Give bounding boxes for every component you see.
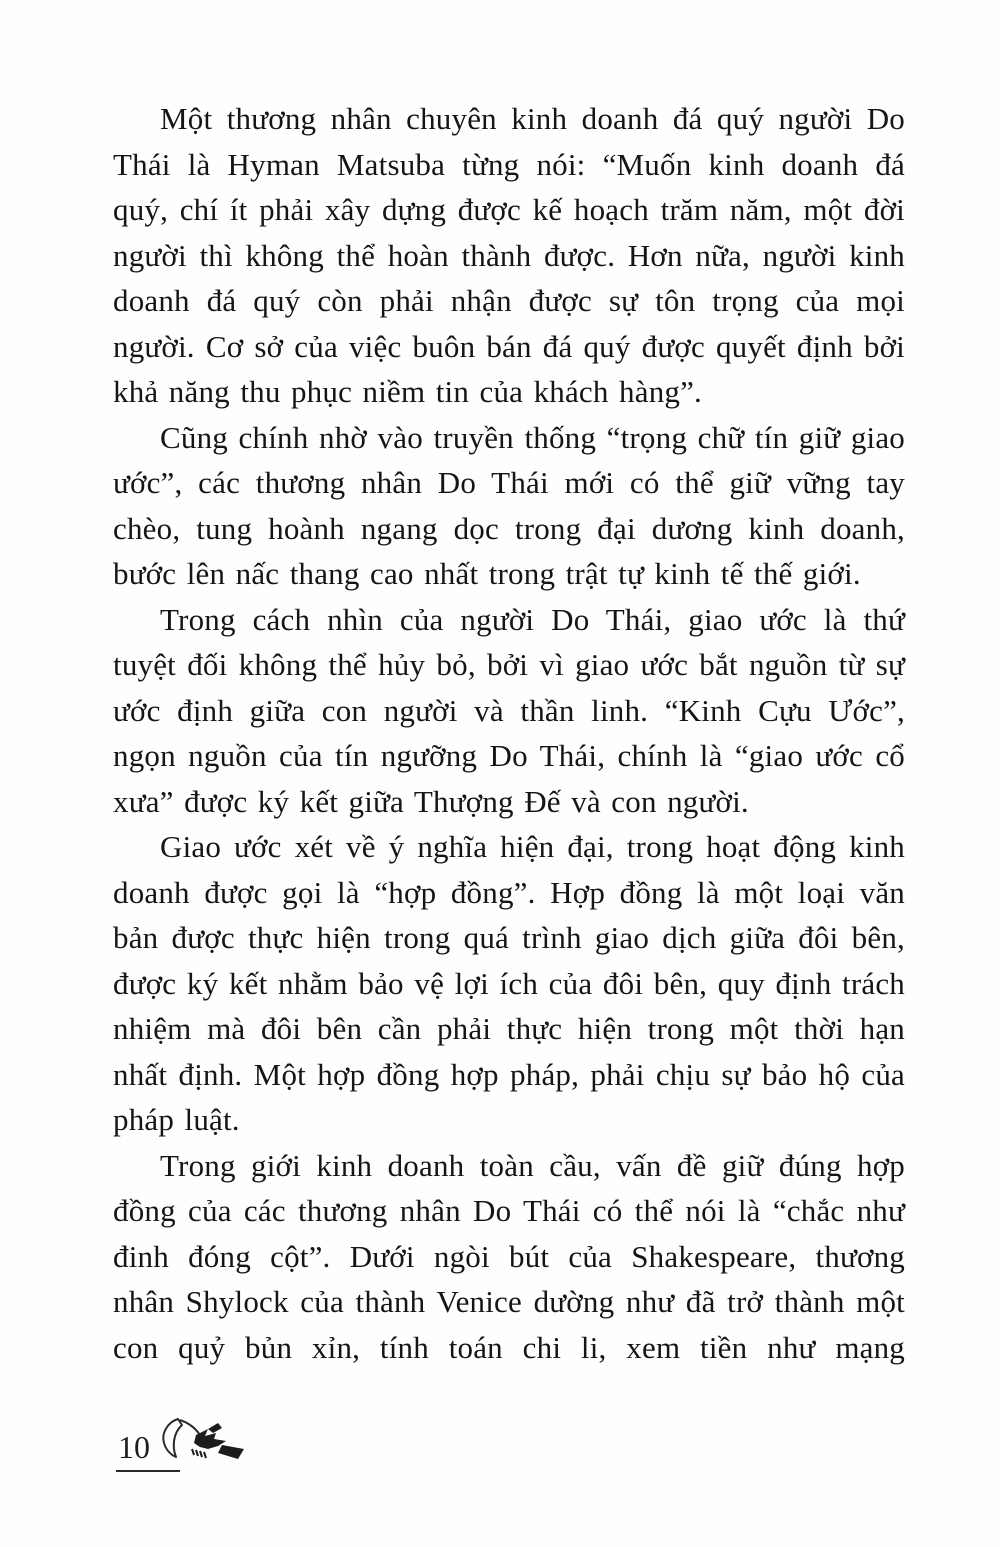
flying-figure-ornament <box>156 1413 252 1474</box>
paragraph: Trong cách nhìn của người Do Thái, giao ước là thứ tuyệt đối không thể hủy bỏ, bởi vì giao ước bắt nguồn từ sự ước định giữa con người và thần linh. “Kinh Cựu Ước”, ngọn nguồn của tín ngưỡng Do Thái, chính là “giao ước cổ xưa” được ký kết giữa Thượng Đế và con người. <box>113 601 905 819</box>
paragraph: Giao ước xét về ý nghĩa hiện đại, trong hoạt động kinh doanh được gọi là “hợp đồng”. Hợp đồng là một loại văn bản được thực hiện trong quá trình giao dịch giữa đôi bên, được ký kết nhằm bảo vệ lợi ích của đôi bên, quy định trách nhiệm mà đôi bên cần phải thực hiện trong một thời hạn nhất định. Một hợp đồng hợp pháp, phải chịu sự bảo hộ của pháp luật. <box>113 829 905 1137</box>
paragraph: Một thương nhân chuyên kinh doanh đá quý người Do Thái là Hyman Matsuba từng nói: “Muốn kinh doanh đá quý, chí ít phải xây dựng được kế hoạch trăm năm, một đời người thì không thể hoàn thành được. Hơn nữa, người kinh doanh đá quý còn phải nhận được sự tôn trọng của mọi người. Cơ sở của việc buôn bán đá quý được quyết định bởi khả năng thu phục niềm tin của khách hàng”. <box>113 101 905 409</box>
page-number: 10 <box>116 1431 180 1472</box>
page-footer <box>116 1413 252 1472</box>
paragraph: Trong giới kinh doanh toàn cầu, vấn đề giữ đúng hợp đồng của các thương nhân Do Thái có thể nói là “chắc như đinh đóng cột”. Dưới ngòi bút của Shakespeare, thương nhân Shylock của thành Venice dường như đã trở thành một con quỷ bủn xỉn, tính toán chi li, xem tiền như mạng <box>113 1147 905 1365</box>
page-text <box>113 96 905 1370</box>
paragraph: Cũng chính nhờ vào truyền thống “trọng chữ tín giữ giao ước”, các thương nhân Do Thái mới có thể giữ vững tay chèo, tung hoành ngang dọc trong đại dương kinh doanh, bước lên nấc thang cao nhất trong trật tự kinh tế thế giới. <box>113 419 905 591</box>
